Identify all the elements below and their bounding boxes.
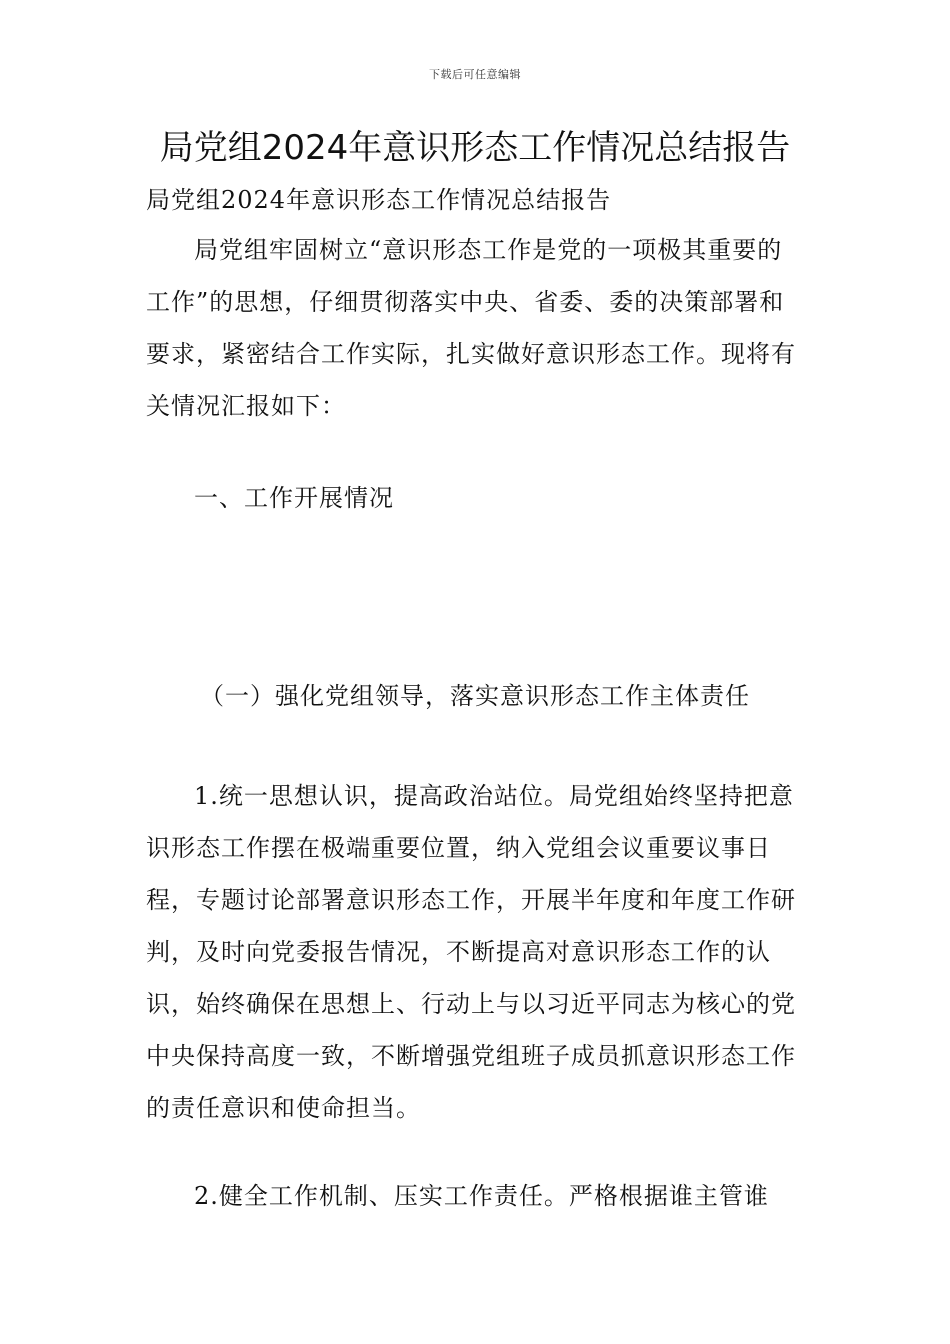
paragraph-point-two: 2.健全工作机制、压实工作责任。严格根据谁主管谁 xyxy=(194,1182,769,1210)
header-note: 下载后可任意编辑 xyxy=(429,68,521,81)
paragraph-point-one: 1.统一思想认识，提高政治站位。局党组始终坚持把意识形态工作摆在极端重要位置，纳入党组会议重要议事日程，专题讨论部署意识形态工作，开展半年度和年度工作研判，及时向党委报告情况，不断提高对意识形态工作的认识，始终确保在思想上、行动上与以习近平同志为核心的党中央保持高度一致，不断增强党组班子成员抓意识形态工作的责任意识和使命担当。 xyxy=(146,782,796,1122)
section-heading-work-progress: 一、工作开展情况 xyxy=(194,484,394,512)
document-title: 局党组2024年意识形态工作情况总结报告 xyxy=(159,128,791,168)
subsection-heading-party-leadership: （一）强化党组领导，落实意识形态工作主体责任 xyxy=(200,682,750,710)
document-subtitle: 局党组2024年意识形态工作情况总结报告 xyxy=(146,186,612,214)
intro-paragraph: 局党组牢固树立“意识形态工作是党的一项极其重要的工作”的思想，仔细贯彻落实中央、省委、委的决策部署和要求，紧密结合工作实际，扎实做好意识形态工作。现将有关情况汇报如下： xyxy=(146,236,796,420)
